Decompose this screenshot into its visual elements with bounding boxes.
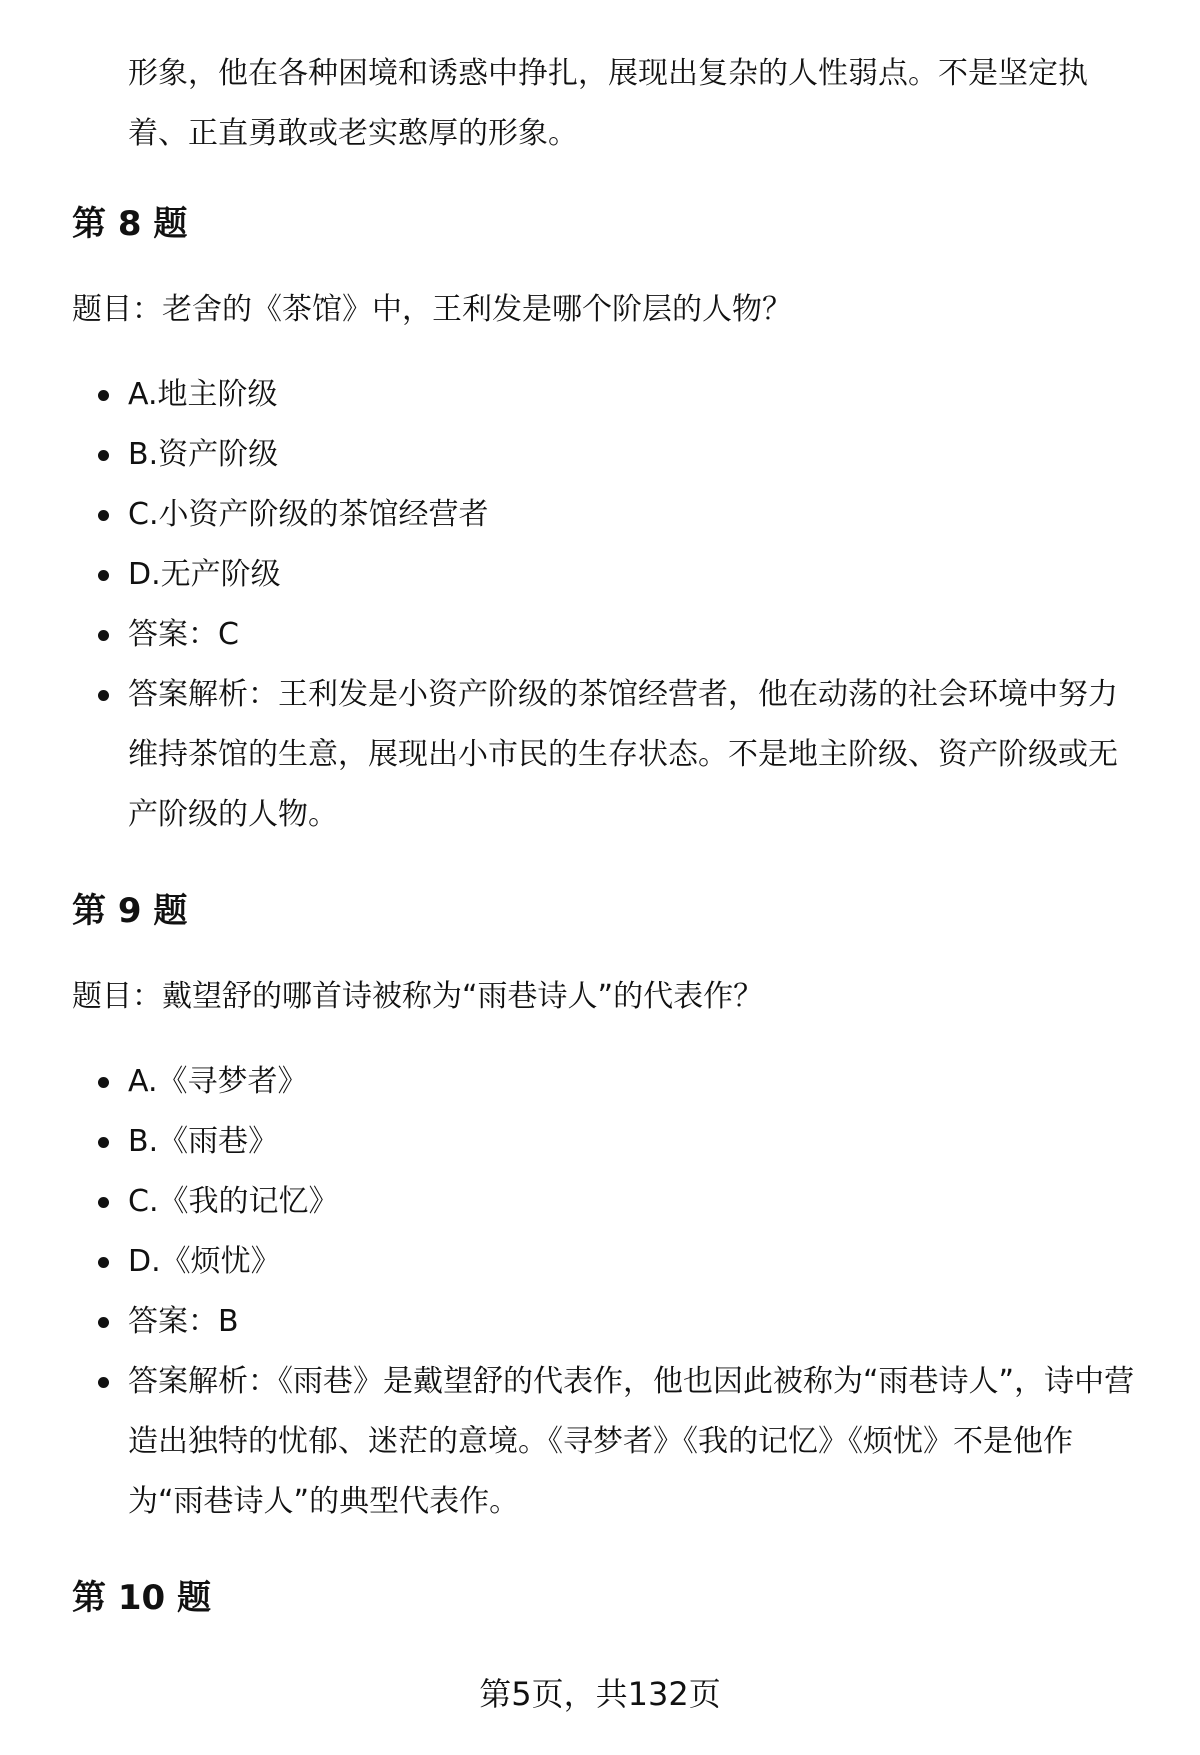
bullet-icon	[98, 630, 109, 641]
question-8-options	[0, 365, 1200, 845]
answer-analysis: 答案解析：《雨巷》是戴望舒的代表作，他也因此被称为“雨巷诗人”，诗中营造出独特的忧郁、迷茫的意境。《寻梦者》《我的记忆》《烦忧》不是他作为“雨巷诗人”的典型代表作。	[0, 1352, 1200, 1532]
question-8-stem: 题目：老舍的《茶馆》中，王利发是哪个阶层的人物？	[72, 292, 792, 327]
answer: 答案：C	[0, 605, 1200, 665]
bullet-icon	[98, 1197, 109, 1208]
bullet-icon	[98, 450, 109, 461]
previous-analysis-continuation: 形象，他在各种困境和诱惑中挣扎，展现出复杂的人性弱点。不是坚定执着、正直勇敢或老实憨厚的形象。	[128, 56, 1088, 151]
option-b: B.《雨巷》	[0, 1112, 1200, 1172]
question-8-title: 第 8 题	[72, 204, 188, 244]
bullet-icon	[98, 690, 109, 701]
question-9-options	[0, 1052, 1200, 1532]
option-a: A.地主阶级	[0, 365, 1200, 425]
question-9-title: 第 9 题	[72, 891, 188, 931]
question-10-title: 第 10 题	[72, 1578, 211, 1618]
page-number-footer: 第5页，共132页	[479, 1675, 721, 1713]
bullet-icon	[98, 390, 109, 401]
answer-analysis: 答案解析：王利发是小资产阶级的茶馆经营者，他在动荡的社会环境中努力维持茶馆的生意，展现出小市民的生存状态。不是地主阶级、资产阶级或无产阶级的人物。	[0, 665, 1200, 845]
option-c: C.《我的记忆》	[0, 1172, 1200, 1232]
question-9-stem: 题目：戴望舒的哪首诗被称为“雨巷诗人”的代表作？	[72, 979, 764, 1014]
option-d: D.《烦忧》	[0, 1232, 1200, 1292]
option-b: B.资产阶级	[0, 425, 1200, 485]
answer: 答案：B	[0, 1292, 1200, 1352]
bullet-icon	[98, 1077, 109, 1088]
bullet-icon	[98, 1317, 109, 1328]
bullet-icon	[98, 1257, 109, 1268]
bullet-icon	[98, 1377, 109, 1388]
bullet-icon	[98, 1137, 109, 1148]
option-c: C.小资产阶级的茶馆经营者	[0, 485, 1200, 545]
bullet-icon	[98, 570, 109, 581]
bullet-icon	[98, 510, 109, 521]
option-d: D.无产阶级	[0, 545, 1200, 605]
option-a: A.《寻梦者》	[0, 1052, 1200, 1112]
